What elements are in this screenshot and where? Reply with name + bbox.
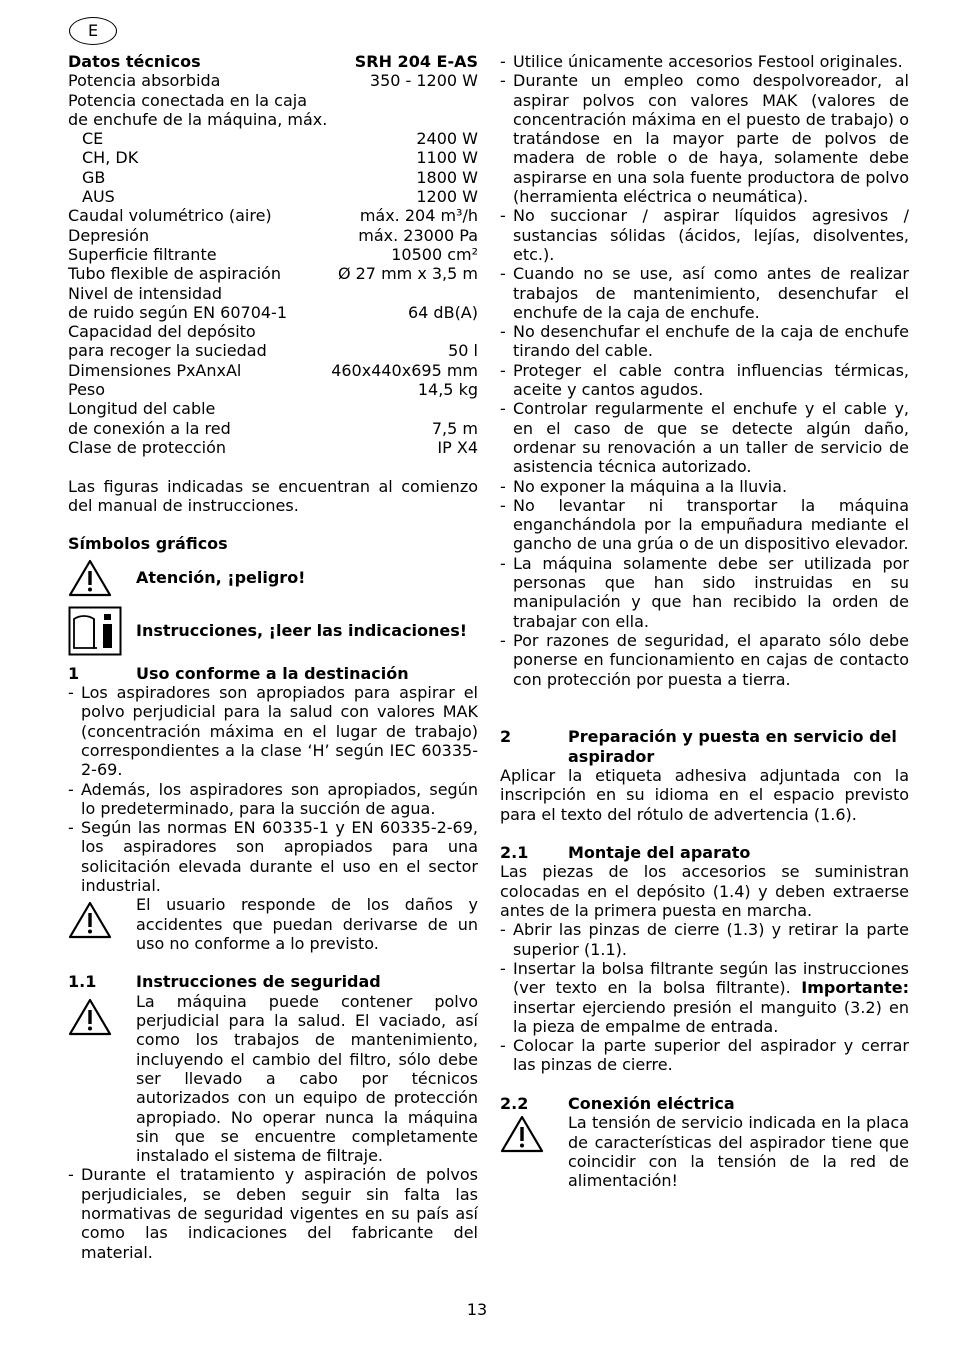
section-1-1-list-left: [68, 1165, 478, 1261]
spec-label: CH, DK: [82, 148, 139, 168]
list-item-text: Durante un empleo como despolvoreador, al aspirar polvos con valores MAK (valores de concentración máxima en el puesto de trabajo) o tratándose en la mayor parte de polvos de madera de roble o de haya, solamente debe aspirarse en una sola fuente productora de polvo (herramienta eléctrica o neumática).: [513, 71, 909, 207]
spec-label: Capacidad del depósito: [68, 322, 256, 342]
list-item-text: La máquina solamente debe ser utilizada por personas que han sido instruidas en su manipulación y que han recibido la orden de trabajar con ella.: [513, 553, 909, 631]
list-item-text: Controlar regularmente el enchufe y el cable y, en el caso de que se detecte algún daño, ordenar su renovación a un taller de servicio de asistencia técnica autorizado.: [513, 399, 909, 477]
list-item: [500, 920, 909, 959]
section-1-warning: [68, 895, 478, 953]
symbols-title: Símbolos gráficos: [68, 534, 228, 554]
spec-value: 1200 W: [416, 187, 478, 207]
section-title: Preparación y puesta en servicio del aspirador: [568, 727, 897, 766]
spec-value: 64 dB(A): [407, 302, 478, 322]
spec-label: Dimensiones PxAnxAl: [68, 360, 242, 380]
bullet-dash: -: [500, 71, 506, 91]
warning-icon: [68, 992, 136, 1036]
spec-value: 2400 W: [416, 129, 478, 149]
section-title: Conexión eléctrica: [568, 1094, 735, 1114]
spec-label: AUS: [82, 187, 115, 207]
list-item-text: Por razones de seguridad, el aparato sólo debe ponerse en funcionamiento en cajas de contacto con protección por puesta a tierra.: [513, 630, 909, 689]
specs-title: Datos técnicos: [68, 52, 201, 71]
bullet-dash: -: [500, 1036, 506, 1056]
list-item: [500, 554, 909, 631]
list-item-text: No desenchufar el enchufe de la caja de enchufe tirando del cable.: [513, 322, 909, 361]
list-item: [500, 264, 909, 322]
spec-value: máx. 204 m³/h: [359, 206, 478, 226]
list-item: [500, 477, 909, 496]
spec-value: 10500 cm²: [391, 244, 478, 264]
spec-row: [68, 129, 478, 148]
spec-value: 350 - 1200 W: [369, 71, 478, 91]
bullet-dash: -: [500, 360, 506, 380]
section-2-2-warning: [500, 1113, 909, 1190]
spec-row: [68, 226, 478, 245]
list-item-text: No exponer la máquina a la lluvia.: [513, 476, 788, 496]
list-item: [68, 683, 478, 779]
list-item: [68, 1165, 478, 1261]
section-number: 1.1: [68, 972, 97, 992]
bullet-dash: -: [500, 322, 506, 342]
spec-row: [68, 187, 478, 206]
spec-label: Nivel de intensidad: [68, 283, 223, 303]
spec-value: 14,5 kg: [417, 380, 478, 400]
list-item-text: Durante el tratamiento y aspiración de polvos perjudiciales, se deben seguir sin falta las normativas de seguridad vigentes en su país así como las indicaciones del fabricante del material.: [81, 1165, 478, 1262]
list-item: [500, 959, 909, 1036]
section-number: 2.2: [500, 1094, 529, 1114]
spec-row: [68, 361, 478, 380]
right-column: [500, 52, 909, 1191]
spec-row: [68, 206, 478, 225]
list-item-text: [513, 959, 909, 1036]
section-2-text: Aplicar la etiqueta adhesiva adjuntada con la inscripción en su idioma en el espacio previsto para el texto del rótulo de advertencia (1.6).: [500, 765, 909, 824]
bullet-dash: -: [68, 1165, 74, 1185]
spec-row: [68, 148, 478, 167]
spec-row: [68, 110, 478, 129]
bullet-dash: -: [500, 52, 506, 71]
warning-icon: [68, 559, 136, 597]
left-column: [68, 52, 478, 1262]
figures-note: Las figuras indicadas se encuentran al comienzo del manual de instrucciones.: [68, 476, 478, 515]
bullet-dash: -: [500, 264, 506, 284]
spec-value: IP X4: [437, 437, 478, 457]
list-item-text-part: insertar ejerciendo presión el manguito (3.2) en la pieza de empalme de entrada.: [513, 997, 909, 1036]
section-title: Instrucciones de seguridad: [136, 972, 381, 992]
list-item: [500, 52, 909, 71]
spec-value: 7,5 m: [431, 418, 478, 438]
manual-icon: [68, 606, 136, 656]
warning-icon: [68, 895, 136, 939]
spec-row: [68, 264, 478, 283]
spec-value: 460x440x695 mm: [331, 360, 478, 380]
list-item-text: Utilice únicamente accesorios Festool originales.: [513, 52, 903, 71]
list-item-text-part: Abrir las pinzas de cierre (1.3) y retirar la parte superior (1.1).: [513, 920, 909, 959]
section-1-list: [68, 683, 478, 895]
spec-row: [68, 419, 478, 438]
list-item: [500, 1036, 909, 1075]
section-2-1-heading: [500, 843, 909, 862]
spec-label: Caudal volumétrico (aire): [68, 206, 272, 226]
spec-label: Peso: [68, 380, 106, 400]
list-item: [500, 631, 909, 689]
list-item-text: Cuando no se use, así como antes de realizar trabajos de mantenimiento, desenchufar el enchufe de la caja de enchufe.: [513, 264, 909, 322]
warning-text: El usuario responde de los daños y accidentes que puedan derivarse de un uso no conforme a lo previsto.: [136, 895, 478, 953]
spec-row: [68, 341, 478, 360]
spec-label: Potencia absorbida: [68, 71, 221, 91]
spec-row: [68, 380, 478, 399]
language-badge: E: [69, 17, 117, 45]
spec-value: 1800 W: [416, 167, 478, 187]
specs-header: [68, 52, 478, 71]
section-number: 2: [500, 727, 512, 747]
section-1-1-list-right: [500, 52, 909, 689]
symbol-instructions-label: Instrucciones, ¡leer las indicaciones!: [136, 621, 468, 641]
spec-row: [68, 322, 478, 341]
list-item: [500, 206, 909, 264]
spec-row: [68, 284, 478, 303]
spec-value: 1100 W: [416, 148, 478, 168]
warning-text: La tensión de servicio indicada en la placa de características del aspirador tiene que coincidir con la tensión de la red de alimentación!: [568, 1113, 909, 1191]
symbol-instructions-row: [68, 604, 478, 658]
spec-label: Depresión: [68, 225, 150, 245]
spec-row: [68, 303, 478, 322]
list-item-text: Según las normas EN 60335-1 y EN 60335-2-69, los aspiradores son apropiados para una solicitación elevada durante el uso en el sector industrial.: [81, 818, 478, 895]
page-number: 13: [466, 1300, 488, 1319]
spec-row: [68, 438, 478, 457]
spec-label: Superficie filtrante: [68, 244, 217, 264]
spec-label: Longitud del cable: [68, 399, 216, 419]
bullet-dash: -: [68, 779, 74, 799]
specs-model: SRH 204 E-AS: [354, 52, 478, 71]
bullet-dash: -: [68, 818, 74, 838]
bullet-dash: -: [500, 958, 506, 978]
specs-table: [68, 71, 478, 457]
section-1-1-warning: [68, 992, 478, 1166]
spec-label: CE: [82, 129, 104, 149]
list-item-text-part: Colocar la parte superior del aspirador y cerrar las pinzas de cierre.: [513, 1036, 909, 1075]
warning-text: La máquina puede contener polvo perjudicial para la salud. El vaciado, así como los trabajos de mantenimiento, incluyendo el cambio del filtro, sólo debe ser llevado a cabo por técnicos autorizados con un equipo de protección apropiado. No operar nunca la máquina sin que se encuentre completamente instalado el sistema de filtraje.: [136, 991, 478, 1166]
symbol-warning-label: Atención, ¡peligro!: [136, 568, 306, 588]
spec-label: de ruido según EN 60704-1: [68, 302, 287, 322]
section-title: Uso conforme a la destinación: [136, 663, 409, 683]
section-2-1-text: Las piezas de los accesorios se suministran colocadas en el depósito (1.4) y deben extraerse antes de la primera puesta en marcha.: [500, 862, 909, 921]
spec-value: 50 l: [448, 341, 478, 361]
warning-icon: [500, 1113, 568, 1153]
section-2-1-list: [500, 920, 909, 1074]
bullet-dash: -: [500, 920, 506, 940]
spec-row: [68, 399, 478, 418]
list-item-text: No succionar / aspirar líquidos agresivos / sustancias sólidas (ácidos, lejías, disolventes, etc.).: [513, 206, 909, 264]
list-item: [500, 399, 909, 476]
section-title: Montaje del aparato: [568, 843, 751, 863]
list-item: [500, 71, 909, 206]
bullet-dash: -: [500, 495, 506, 515]
list-item-text-part: Insertar la bolsa filtrante según las instrucciones (ver texto en la bolsa filtrante).: [513, 958, 909, 998]
spec-row: [68, 91, 478, 110]
spec-label: Clase de protección: [68, 437, 227, 457]
bullet-dash: -: [500, 630, 506, 650]
list-item: [500, 496, 909, 554]
bullet-dash: -: [500, 206, 506, 226]
section-number: 1: [68, 663, 80, 683]
list-item: [500, 361, 909, 400]
section-number: 2.1: [500, 843, 529, 863]
bullet-dash: -: [68, 683, 74, 703]
list-item: [68, 818, 478, 895]
spec-label: Potencia conectada en la caja: [68, 90, 308, 110]
spec-value: máx. 23000 Pa: [358, 225, 478, 245]
list-item-text: No levantar ni transportar la máquina enganchándola por la empuñadura mediante el gancho de una grúa o de un dispositivo elevador.: [513, 495, 909, 554]
list-item-emphasis: Importante:: [801, 978, 909, 998]
symbol-warning-row: [68, 558, 478, 598]
section-1-1-heading: [68, 972, 478, 991]
list-item-text: Proteger el cable contra influencias térmicas, aceite y cantos agudos.: [513, 360, 909, 400]
spec-label: de enchufe de la máquina, máx.: [68, 109, 328, 129]
bullet-dash: -: [500, 399, 506, 419]
spec-label: Tubo flexible de aspiración: [68, 264, 281, 284]
spec-row: [68, 245, 478, 264]
list-item-text: Los aspiradores son apropiados para aspirar el polvo perjudicial para la salud con valores MAK (concentración máxima en el lugar de trabajo) correspondientes a la clase ‘H’ según IEC 60335-2-69.: [81, 683, 478, 780]
section-1-heading: [68, 664, 478, 683]
list-item: [68, 780, 478, 819]
list-item: [500, 322, 909, 361]
list-item-text: Además, los aspiradores son apropiados, según lo predeterminado, para la succión de agua.: [81, 779, 478, 818]
spec-label: de conexión a la red: [68, 418, 231, 438]
list-item-text: [513, 1036, 909, 1075]
bullet-dash: -: [500, 476, 506, 496]
spec-label: GB: [82, 167, 106, 187]
section-2-2-heading: [500, 1094, 909, 1113]
spec-row: [68, 168, 478, 187]
bullet-dash: -: [500, 553, 506, 573]
spec-row: [68, 71, 478, 90]
spec-value: Ø 27 mm x 3,5 m: [337, 264, 478, 284]
section-2-heading: [500, 727, 909, 766]
spec-label: para recoger la suciedad: [68, 341, 267, 361]
list-item-text: [513, 920, 909, 959]
